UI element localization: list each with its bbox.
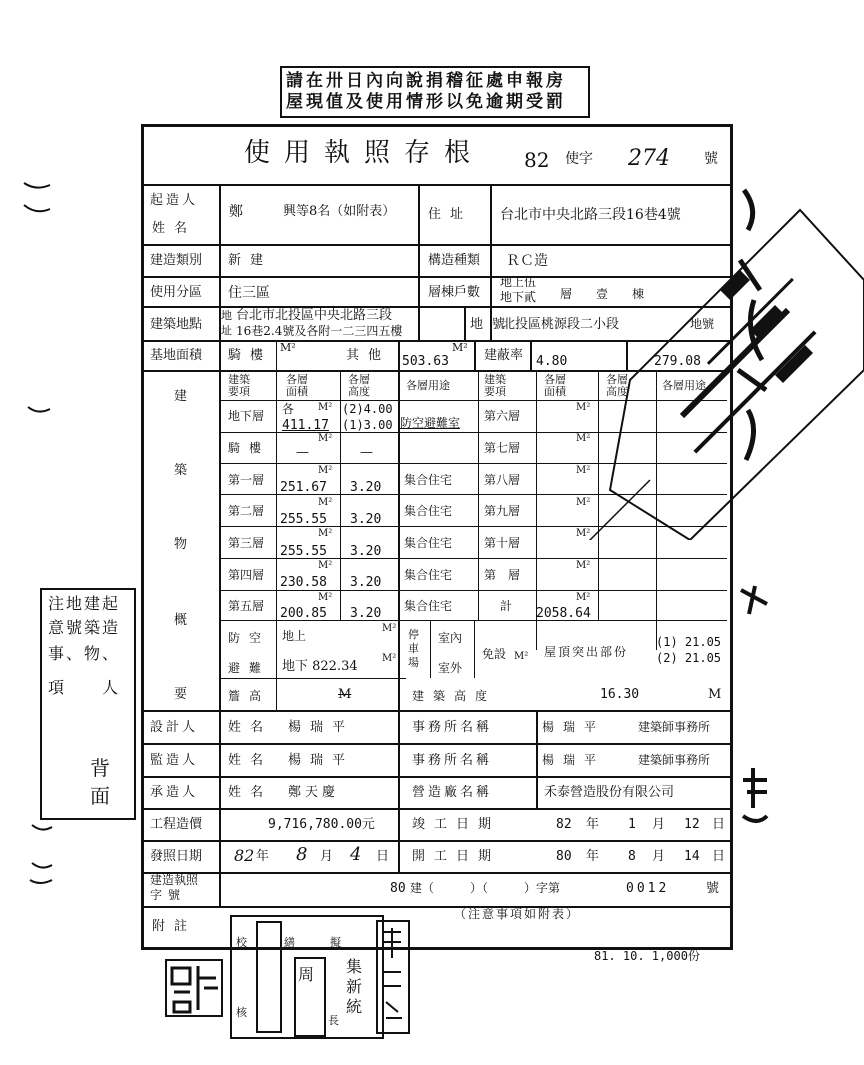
- site-label: 建築地點: [150, 317, 203, 332]
- floor-6: 第六層: [484, 409, 521, 423]
- site-sub-2: 址: [221, 324, 232, 337]
- floor-3-use: 集合住宅: [404, 536, 453, 550]
- permit-suffix: 號: [704, 151, 718, 167]
- floor-b1: 地下層: [228, 409, 265, 423]
- floor-1-height: 3.20: [350, 480, 382, 495]
- seal-stamp: [164, 958, 224, 1018]
- building-side-4: 概: [174, 613, 188, 628]
- parking-label: 停車場: [408, 628, 419, 669]
- floors-unit: 層: [560, 287, 573, 301]
- designer-office-label: 事務所名稱: [412, 720, 493, 735]
- diagonal-stamp: [570, 170, 864, 540]
- builder-label-1: 起造人: [150, 193, 199, 208]
- side-stamp-line-4: 項 人: [48, 678, 121, 697]
- floor-3: 第三層: [228, 536, 265, 550]
- far-value: 279.08: [654, 354, 701, 369]
- roof-label: 屋頂突出部份: [544, 645, 629, 659]
- col-header-4: 各層用途: [406, 379, 450, 392]
- print-info: 81. 10. 1,000份: [594, 949, 700, 963]
- designer-name-label: 姓名: [228, 720, 273, 735]
- permit-ref-label-1: 建造執照: [150, 873, 199, 887]
- permit-number: 274: [628, 146, 670, 171]
- site-value-1: 台北市北投區中央北路三段: [236, 308, 393, 323]
- floor-7: 第七層: [484, 441, 521, 455]
- base-area-label: 基地面積: [150, 348, 203, 363]
- m2-area-1: M²: [318, 402, 333, 413]
- floor-5-area: 200.85: [280, 606, 327, 621]
- notice-line-2: 屋現值及使用情形以免逾期受罰: [286, 92, 566, 112]
- sign-stamp-block: [230, 915, 384, 1039]
- designer-office-prefix: 楊瑞平: [542, 720, 606, 734]
- zoning-value: 住三區: [228, 285, 270, 301]
- contractor-firm-label: 營造廠名稱: [412, 785, 493, 800]
- m2-area-3: M²: [318, 465, 333, 476]
- col-header-8: 各層用途: [662, 379, 706, 392]
- floor-1-use: 集合住宅: [404, 473, 453, 487]
- col-header-5: 建築 要項: [484, 373, 506, 398]
- issue-m-unit: 月: [320, 849, 334, 864]
- building-side-3: 物: [174, 537, 188, 552]
- start-day: 14: [684, 849, 700, 864]
- sign-label-2: 繕: [284, 936, 295, 949]
- completion-day: 12: [684, 817, 700, 832]
- m2-right-6: M²: [576, 560, 591, 571]
- zoning-label: 使用分區: [150, 285, 203, 300]
- cost-label: 工程造價: [150, 817, 203, 832]
- col-header-1: 建築 要項: [228, 373, 250, 398]
- side-stamp-line-2: 意號築造: [48, 618, 121, 637]
- site-sub-1: 地: [221, 309, 232, 322]
- floor-4-area: 230.58: [280, 575, 327, 590]
- shelter-unit-2: M²: [382, 653, 397, 664]
- floors-bldg: 棟: [632, 287, 645, 301]
- m2-right-7: M²: [576, 592, 591, 603]
- start-d-unit: 日: [712, 849, 726, 864]
- structure-label: 構造種類: [428, 253, 481, 268]
- floor-b1-height: (1)3.00: [342, 418, 393, 432]
- floor-arcade-height: —: [360, 445, 373, 460]
- start-label: 開工日期: [412, 849, 501, 864]
- shelter-label-2: 避難: [228, 661, 271, 675]
- parking-in: 室內: [438, 631, 463, 645]
- sign-name-2: 集新統: [346, 957, 363, 1016]
- floor-total-label: 計: [500, 599, 513, 613]
- exempt-unit: M²: [514, 651, 529, 662]
- floor-b1-use: 防空避難室: [400, 416, 461, 430]
- sign-label-1: 校: [236, 936, 247, 949]
- contractor-name: 鄭天慶: [288, 785, 340, 800]
- building-side-2: 築: [174, 463, 188, 478]
- arcade-label: 騎樓: [228, 348, 273, 363]
- arcade-unit: M²: [280, 341, 296, 354]
- start-month: 8: [628, 849, 636, 864]
- permit-year: 82: [524, 148, 550, 172]
- shelter-below: 地下 822.34: [282, 659, 358, 674]
- builder-label-2: 姓名: [152, 221, 197, 236]
- designer-name: 楊瑞平: [288, 720, 355, 735]
- m2-right-5: M²: [576, 528, 591, 539]
- build-type-label: 建造類別: [150, 253, 203, 268]
- height-label: 建築高度: [412, 689, 497, 703]
- start-year: 80: [556, 849, 572, 864]
- supervisor-name: 楊瑞平: [288, 753, 355, 768]
- col-header-2: 各層 面積: [286, 373, 308, 398]
- note-label: 附註: [152, 919, 197, 934]
- floor-10: 第十層: [484, 536, 521, 550]
- lot-suffix: 地號: [690, 317, 715, 331]
- permit-ref-suffix: 號: [706, 881, 720, 896]
- floor-3-area: 255.55: [280, 544, 327, 559]
- permit-word: 使字: [565, 151, 593, 167]
- notice-line-1: 請在卅日內向說捐稽征處申報房: [286, 71, 566, 91]
- floor-b1-area: 411.17: [282, 418, 329, 433]
- col-header-3: 各層 高度: [348, 373, 370, 398]
- lot-value: 北投區桃源段二小段: [502, 317, 620, 332]
- start-y-unit: 年: [586, 849, 600, 864]
- parking-out: 室外: [438, 661, 463, 675]
- m2-right-4: M²: [576, 497, 591, 508]
- m2-area-7: M²: [318, 592, 333, 603]
- build-type-value: 新建: [228, 253, 273, 268]
- contractor-label: 承造人: [150, 785, 199, 800]
- floors-label: 層棟戶數: [428, 285, 481, 300]
- builder-value-2: 興等8名（如附表）: [283, 204, 396, 219]
- permit-ref-year: 80: [390, 881, 406, 896]
- supervisor-office: 建築師事務所: [638, 753, 711, 767]
- floor-3-height: 3.20: [350, 544, 382, 559]
- other-unit: M²: [452, 341, 468, 354]
- floor-4-use: 集合住宅: [404, 568, 453, 582]
- supervisor-label: 監造人: [150, 753, 199, 768]
- issue-month: 8: [296, 844, 308, 865]
- height-unit: M: [708, 687, 722, 702]
- address-label: 住址: [428, 207, 473, 222]
- floor-9: 第九層: [484, 504, 521, 518]
- issue-label: 發照日期: [150, 849, 203, 864]
- other-value: 503.63: [402, 354, 449, 369]
- exempt-label: 免設: [482, 647, 507, 661]
- page-title: 使用執照存根: [244, 138, 485, 168]
- floors-above: 地上伍: [500, 275, 537, 289]
- lot-label: 地號: [470, 317, 515, 332]
- m2-area-2: M²: [318, 433, 333, 444]
- completion-y-unit: 年: [586, 817, 600, 832]
- permit-ref-word: 建（ ）（ ）字第: [410, 881, 561, 895]
- permit-ref-label-2: 字號: [150, 888, 187, 902]
- floor-5: 第五層: [228, 599, 265, 613]
- designer-office: 建築師事務所: [638, 720, 711, 734]
- supervisor-office-prefix: 楊瑞平: [542, 753, 606, 767]
- floor-2-area: 255.55: [280, 512, 327, 527]
- coverage-value: 4.80: [536, 354, 568, 369]
- m2-right-2: M²: [576, 433, 591, 444]
- floors-count: 壹: [596, 287, 609, 301]
- floor-arcade: 騎樓: [228, 441, 271, 455]
- floor-b1-extra-area: 各: [282, 402, 295, 416]
- sign-label-3: 擬: [330, 936, 341, 949]
- completion-d-unit: 日: [712, 817, 726, 832]
- roof-1: (1) 21.05: [656, 635, 722, 649]
- completion-month: 1: [628, 817, 636, 832]
- issue-year: 82: [234, 846, 255, 865]
- other-label: 其他: [346, 348, 391, 363]
- sign-label-4: 核: [236, 1006, 247, 1019]
- cost-value: 9,716,780.00元: [268, 817, 375, 832]
- floor-5-use: 集合住宅: [404, 599, 453, 613]
- floor-2-height: 3.20: [350, 512, 382, 527]
- m2-area-4: M²: [318, 497, 333, 508]
- issue-day: 4: [350, 844, 362, 865]
- shelter-unit-1: M²: [382, 623, 397, 634]
- floor-5-height: 3.20: [350, 606, 382, 621]
- col-header-6: 各層 面積: [544, 373, 566, 398]
- col-header-7: 各層 高度: [606, 373, 628, 398]
- note-value: （注意事項如附表）: [454, 907, 581, 921]
- supervisor-office-label: 事務所名稱: [412, 753, 493, 768]
- sign-label-5: 長: [328, 1014, 339, 1027]
- eaves-value: M: [338, 687, 352, 702]
- side-stamp-line-3: 事、物、: [48, 644, 121, 663]
- permit-ref-number: 0012: [626, 881, 670, 896]
- floor-arcade-area: —: [296, 445, 309, 460]
- supervisor-name-label: 姓名: [228, 753, 273, 768]
- floor-1-area: 251.67: [280, 480, 327, 495]
- m2-right-1: M²: [576, 402, 591, 413]
- designer-label: 設計人: [150, 720, 199, 735]
- m2-right-3: M²: [576, 465, 591, 476]
- shelter-label-1: 防空: [228, 631, 271, 645]
- punch-marks: [20, 175, 60, 895]
- floor-total-area: 2058.64: [536, 606, 591, 621]
- side-stamp-line-1: 注地建起: [48, 594, 121, 613]
- floor-1: 第一層: [228, 473, 265, 487]
- floor-4: 第四層: [228, 568, 265, 582]
- right-stamp-strip: [734, 180, 774, 480]
- notice-stamp: [280, 66, 590, 118]
- completion-m-unit: 月: [652, 817, 666, 832]
- floor-n: 第 層: [484, 568, 521, 582]
- site-value-2: 16巷2.4號及各附一二三四五樓: [236, 324, 403, 338]
- floor-2-use: 集合住宅: [404, 504, 453, 518]
- contractor-firm: 禾泰營造股份有限公司: [544, 785, 675, 800]
- side-stamp-back: 背面: [90, 756, 110, 808]
- start-m-unit: 月: [652, 849, 666, 864]
- eaves-label: 簷高: [228, 689, 271, 703]
- floor-4-height: 3.20: [350, 575, 382, 590]
- roof-2: (2) 21.05: [656, 651, 722, 665]
- m2-area-6: M²: [318, 560, 333, 571]
- issue-d-unit: 日: [376, 849, 390, 864]
- shelter-above: 地上: [282, 629, 307, 643]
- right-edge-marks: [735, 580, 775, 840]
- registration-stamp: [376, 920, 410, 1034]
- builder-value-1: 鄭: [229, 204, 243, 220]
- floor-2: 第二層: [228, 504, 265, 518]
- issue-y-unit: 年: [256, 849, 270, 864]
- completion-year: 82: [556, 817, 572, 832]
- floor-8: 第八層: [484, 473, 521, 487]
- address-value: 台北市中央北路三段16巷4號: [500, 207, 681, 223]
- floor-b1-extra-height: (2)4.00: [342, 402, 393, 416]
- floors-below: 地下貳: [500, 290, 537, 304]
- building-side-5: 要: [174, 687, 188, 702]
- building-side-1: 建: [174, 389, 188, 404]
- sign-name-1: 周: [298, 965, 315, 984]
- structure-value: ＲＣ造: [506, 253, 548, 269]
- contractor-name-label: 姓名: [228, 785, 273, 800]
- coverage-label: 建蔽率: [484, 348, 524, 363]
- completion-label: 竣工日期: [412, 817, 501, 832]
- height-value: 16.30: [600, 687, 640, 702]
- m2-area-5: M²: [318, 528, 333, 539]
